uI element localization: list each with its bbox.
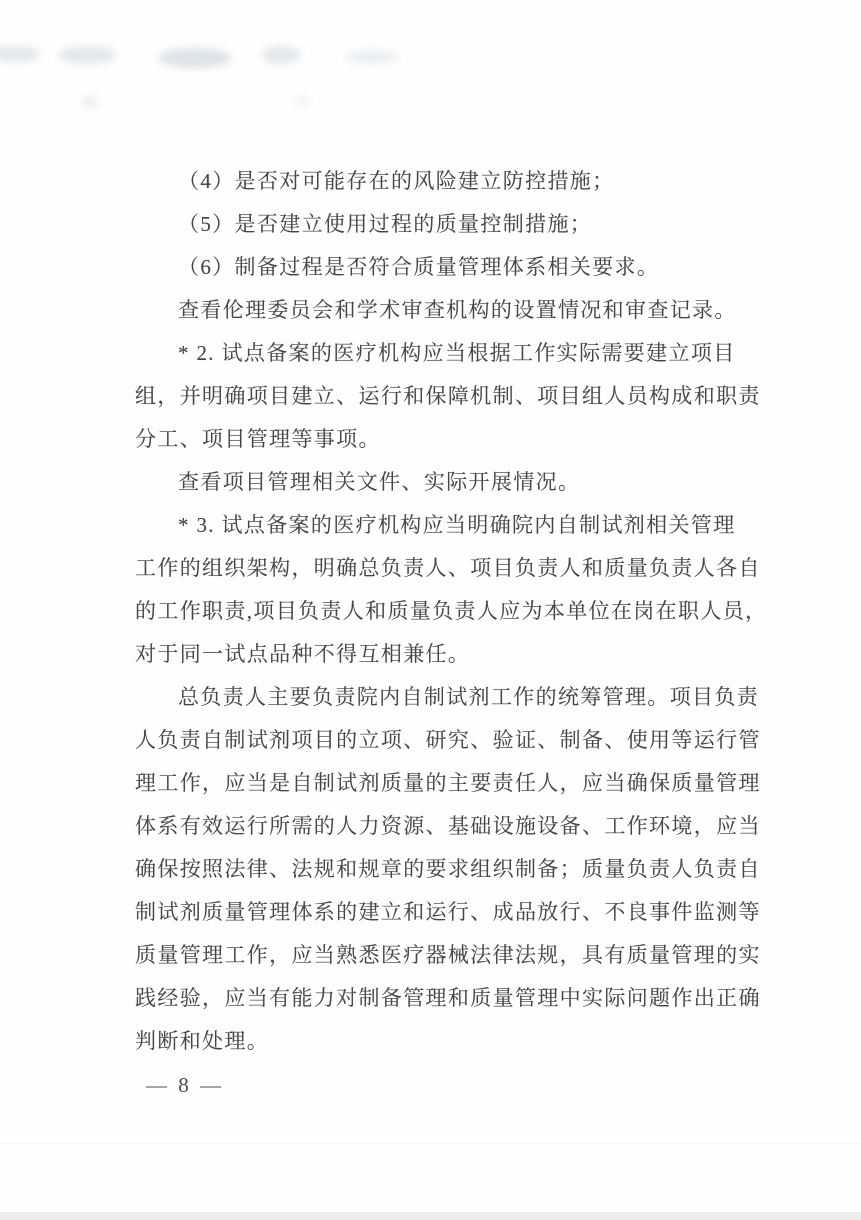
text-line: （5）是否建立使用过程的质量控制措施； bbox=[178, 212, 593, 236]
text-line: 理工作，应当是自制试剂质量的主要责任人，应当确保质量管理 bbox=[135, 771, 761, 795]
scan-fold-line bbox=[0, 1142, 861, 1144]
text-line: * 3. 试点备案的医疗机构应当明确院内自制试剂相关管理 bbox=[178, 513, 736, 537]
text-line: 判断和处理。 bbox=[135, 1029, 270, 1053]
page-number: — 8 — bbox=[146, 1073, 224, 1097]
text-line: 的工作职责,项目负责人和质量负责人应为本单位在岗在职人员， bbox=[135, 599, 768, 623]
text-line: 总负责人主要负责院内自制试剂工作的统筹管理。项目负责 bbox=[178, 685, 760, 709]
paragraph bbox=[135, 289, 763, 332]
paragraph bbox=[135, 246, 763, 289]
page-bottom-edge bbox=[0, 1212, 861, 1220]
paragraph bbox=[135, 504, 768, 676]
scan-smudge bbox=[82, 96, 98, 108]
text-line: 对于同一试点品种不得互相兼任。 bbox=[135, 642, 471, 666]
text-line: 践经验，应当有能力对制备管理和质量管理中实际问题作出正确 bbox=[135, 986, 761, 1010]
text-line: 分工、项目管理等事项。 bbox=[135, 427, 381, 451]
text-line: 组，并明确项目建立、运行和保障机制、项目组人员构成和职责 bbox=[135, 384, 761, 408]
text-line: 质量管理工作，应当熟悉医疗器械法律法规，具有质量管理的实 bbox=[135, 943, 761, 967]
scan-smudge bbox=[346, 50, 398, 64]
paragraph bbox=[135, 203, 763, 246]
text-line: 查看项目管理相关文件、实际开展情况。 bbox=[178, 470, 581, 494]
text-line: 制试剂质量管理体系的建立和运行、成品放行、不良事件监测等 bbox=[135, 900, 761, 924]
text-line: 查看伦理委员会和学术审查机构的设置情况和审查记录。 bbox=[178, 298, 737, 322]
paragraph bbox=[135, 332, 763, 461]
document-body-text bbox=[135, 160, 768, 1063]
text-line: 人负责自制试剂项目的立项、研究、验证、制备、使用等运行管 bbox=[135, 728, 761, 752]
scan-smudge bbox=[0, 46, 40, 62]
scan-smudge bbox=[158, 48, 232, 68]
text-line: 工作的组织架构，明确总负责人、项目负责人和质量负责人各自 bbox=[135, 556, 761, 580]
text-line: （4）是否对可能存在的风险建立防控措施； bbox=[178, 169, 615, 193]
scan-smudge bbox=[262, 46, 300, 64]
text-line: 确保按照法律、法规和规章的要求组织制备；质量负责人负责自 bbox=[135, 857, 761, 881]
paragraph bbox=[135, 461, 763, 504]
scan-smudge bbox=[296, 96, 310, 106]
scan-smudge bbox=[58, 46, 116, 64]
text-line: （6）制备过程是否符合质量管理体系相关要求。 bbox=[178, 255, 660, 279]
paragraph bbox=[135, 676, 763, 1063]
paragraph bbox=[135, 160, 763, 203]
text-line: 体系有效运行所需的人力资源、基础设施设备、工作环境，应当 bbox=[135, 814, 761, 838]
text-line: * 2. 试点备案的医疗机构应当根据工作实际需要建立项目 bbox=[178, 341, 736, 365]
